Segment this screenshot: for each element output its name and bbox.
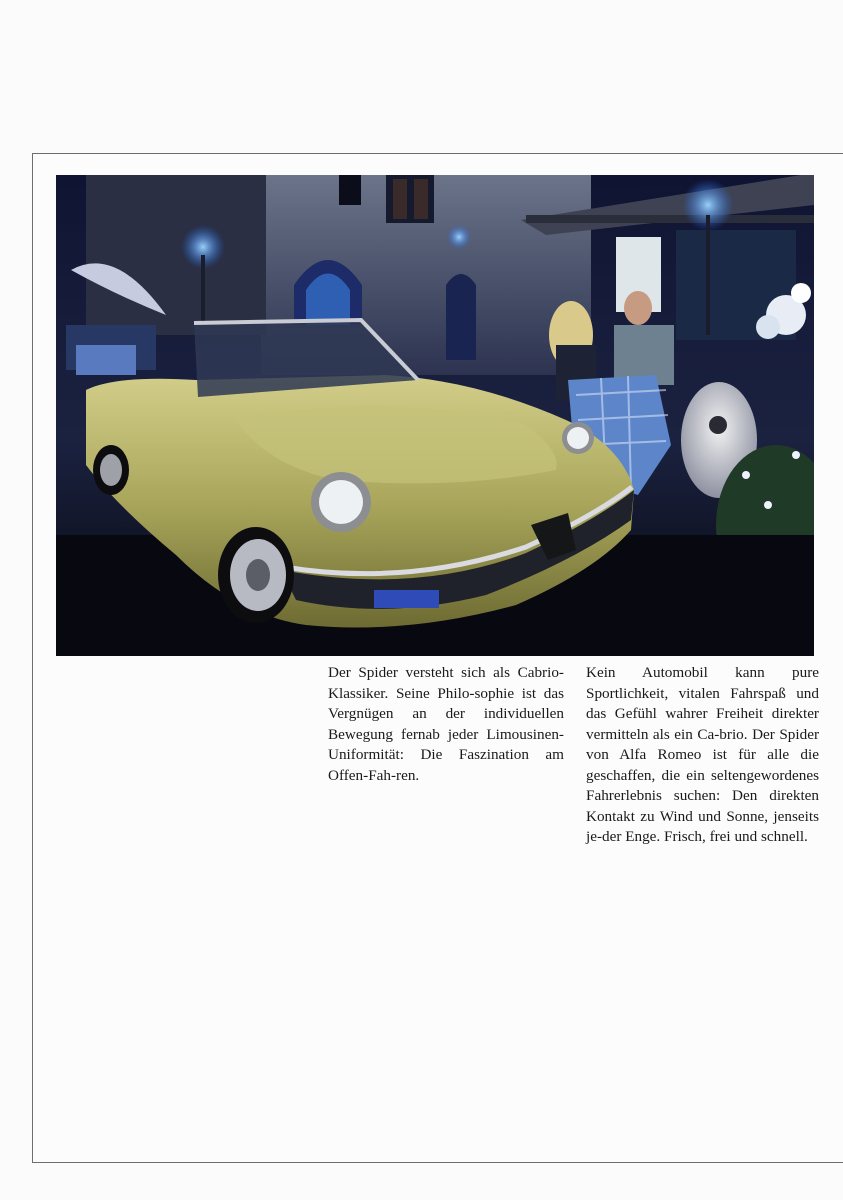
paragraph-right: Kein Automobil kann pure Sportlichkeit, vitalen Fahrspaß und das Gefühl wahrer Freiheit direkter vermitteln als ein Ca-brio. Der Spider von Alfa Romeo ist für alle die geschaffen, die ein seltengewordenes Fahrerlebnis suchen: Den direkten Kontakt zu Wind und Sonne, jenseits je-der Enge. Frisch, frei und schnell.	[586, 664, 819, 845]
text-column-left	[328, 663, 564, 786]
paragraph-left: Der Spider versteht sich als Cabrio-Klassiker. Seine Philo-sophie ist das Vergnügen an der individuellen Bewegung fernab jeder Limousinen-Uniformität: Die Faszination am Offen-Fah-ren.	[328, 664, 564, 784]
text-column-right	[586, 663, 819, 848]
photo-spider-convertible	[56, 175, 814, 656]
